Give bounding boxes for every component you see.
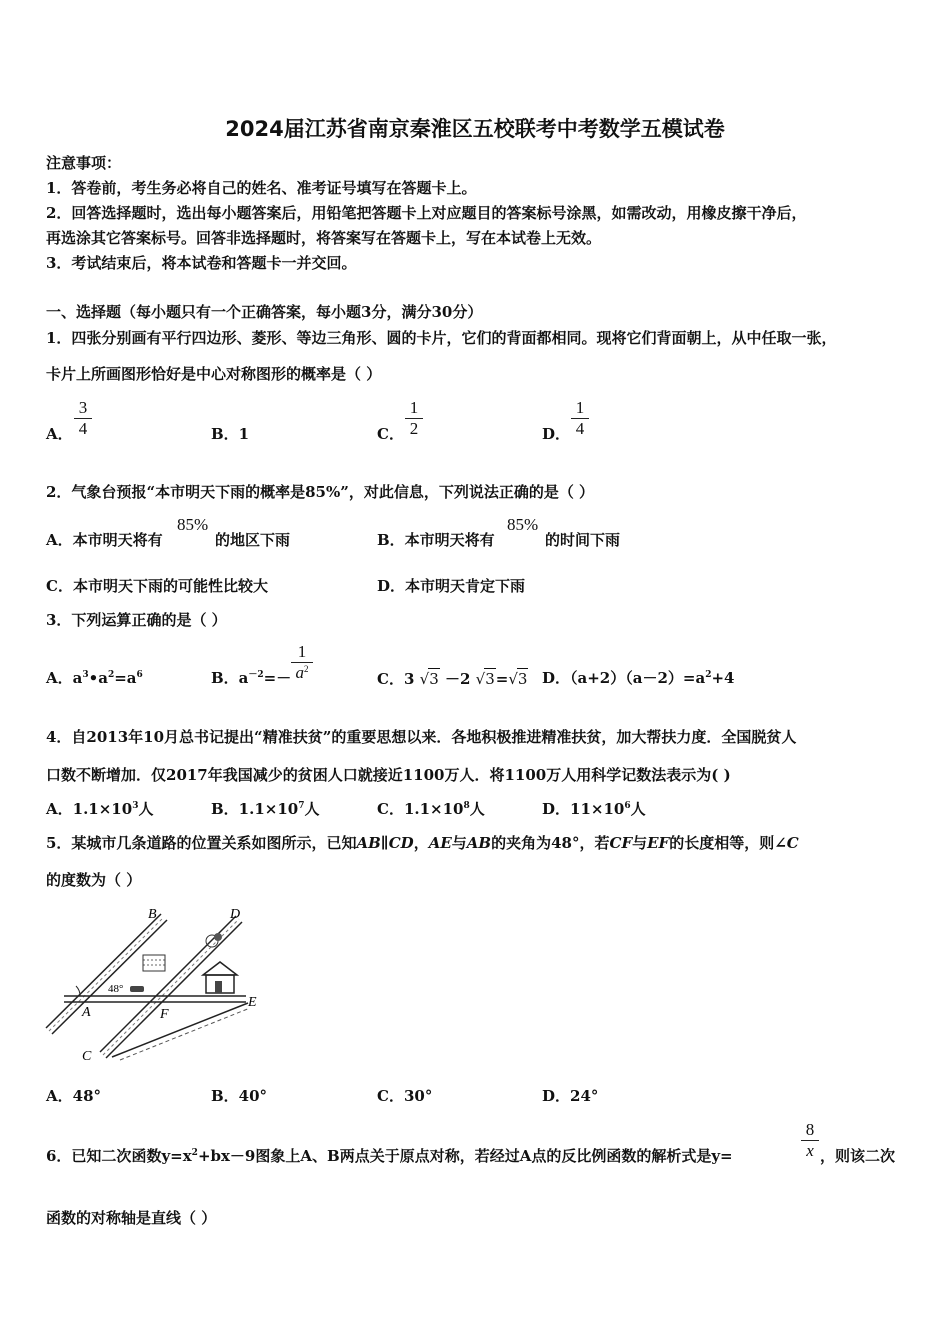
- q4-option-a: A．$1.1\times 10^3$人: [46, 800, 154, 818]
- q2-option-b-post: 的时间下雨: [545, 531, 621, 549]
- point-b-label: B: [148, 907, 157, 922]
- angle-label: 48°: [108, 983, 124, 995]
- q4-option-b: B．$1.1\times 10^7$人: [211, 800, 320, 818]
- notes-heading: 注意事项：: [46, 154, 122, 172]
- q5-road-figure: [40, 900, 270, 1070]
- q1-option-b: B．1: [211, 425, 250, 443]
- q4-line-1: 4．自2013年10月总书记提出“精准扶贫”的重要思想以来．各地积极推进精准扶贫，加大帮扶力度．全国脱贫人: [46, 728, 797, 746]
- point-c-label: C: [82, 1049, 92, 1064]
- q2-option-b-percent: 85%: [507, 515, 539, 534]
- q4-option-d: D．$11\times 10^6$人: [542, 800, 646, 818]
- q4-option-c: C．$1.1\times 10^8$人: [377, 800, 485, 818]
- building-icon: [143, 955, 165, 971]
- q2-option-b-pre: B．本市明天将有: [377, 531, 495, 549]
- q5-line-1: 5．某城市几条道路的位置关系如图所示，已知AB∥CD，AE与AB的夹角为48°，若CF与EF的长度相等，则∠C: [46, 834, 799, 852]
- q2-option-a-percent: 85%: [177, 515, 209, 534]
- q5-line-2: 的度数为（ ）: [46, 871, 142, 889]
- q2-option-a-post: 的地区下雨: [215, 531, 291, 549]
- q1-line-1: 1．四张分别画有平行四边形、菱形、等边三角形、圆的卡片，它们的背面都相同。现将它们背面朝上，从中任取一张，: [46, 329, 837, 347]
- q1-option-c-fraction: 1 2: [405, 399, 423, 438]
- point-f-label: F: [160, 1007, 169, 1022]
- q1-line-2: 卡片上所画图形恰好是中心对称图形的概率是（ ）: [46, 365, 382, 383]
- q3-option-b-fraction: 1 $a^2$: [291, 643, 313, 682]
- q6-line-1-tail: ，则该二次: [820, 1147, 896, 1165]
- q1-option-a-label: A．: [46, 425, 73, 443]
- q1-option-c-label: C．: [377, 425, 404, 443]
- q2-option-d: D．本市明天肯定下雨: [377, 577, 526, 595]
- q1-option-d-fraction: 1 4: [571, 399, 589, 438]
- point-a-label: A: [82, 1005, 91, 1020]
- notes-item-2b: 再选涂其它答案标号。回答非选择题时，将答案写在答题卡上，写在本试卷上无效。: [46, 229, 602, 247]
- q5-option-d: D．24°: [542, 1087, 599, 1105]
- q3-option-b: B．$a^{-2}=-$: [211, 669, 292, 687]
- notes-item-2a: 2．回答选择题时，选出每小题答案后，用铅笔把答题卡上对应题目的答案标号涂黑，如需改动，用橡皮擦干净后，: [46, 204, 807, 222]
- q3-option-c: C．3 √3 －2 √3=√3: [377, 670, 528, 688]
- q3-option-a: A．$a^3•a^2=a^6$: [46, 669, 143, 687]
- q3-stem: 3．下列运算正确的是（ ）: [46, 611, 227, 629]
- section-heading: 一、选择题（每小题只有一个正确答案，每小题3分，满分30分）: [46, 303, 483, 321]
- q5-option-a: A．48°: [46, 1087, 102, 1105]
- q3-option-d: D．$(a+2)(a-2)=a^2+4$: [542, 669, 735, 687]
- q1-option-a-fraction: 3 4: [74, 399, 92, 438]
- q5-option-c: C．30°: [377, 1087, 433, 1105]
- house-icon: [203, 962, 237, 993]
- q6-line-2: 函数的对称轴是直线（ ）: [46, 1209, 217, 1227]
- point-d-label: D: [230, 907, 241, 922]
- point-e-label: E: [248, 995, 257, 1010]
- car-icon: [130, 986, 144, 992]
- q1-option-d-label: D．: [542, 425, 571, 443]
- notes-item-3: 3．考试结束后，将本试卷和答题卡一并交回。: [46, 254, 357, 272]
- q2-option-a-pre: A．本市明天将有: [46, 531, 163, 549]
- q4-line-2: 口数不断增加．仅2017年我国减少的贫困人口就接近1100万人．将1100万人用科学记数法表示为( ): [46, 766, 731, 784]
- page-title: 2024届江苏省南京秦淮区五校联考中考数学五模试卷: [225, 117, 725, 141]
- q2-option-c: C．本市明天下雨的可能性比较大: [46, 577, 268, 595]
- q6-fraction: 8 x: [801, 1121, 819, 1160]
- q6-line-1: 6．已知二次函数$y=x^2+bx-9$图象上A、B两点关于原点对称，若经过A点的反比例函数的解析式是y=: [46, 1147, 733, 1165]
- notes-item-1: 1．答卷前，考生务必将自己的姓名、准考证号填写在答题卡上。: [46, 179, 477, 197]
- q2-stem: 2．气象台预报“本市明天下雨的概率是85%”，对此信息，下列说法正确的是（ ）: [46, 483, 595, 501]
- q5-option-b: B．40°: [211, 1087, 268, 1105]
